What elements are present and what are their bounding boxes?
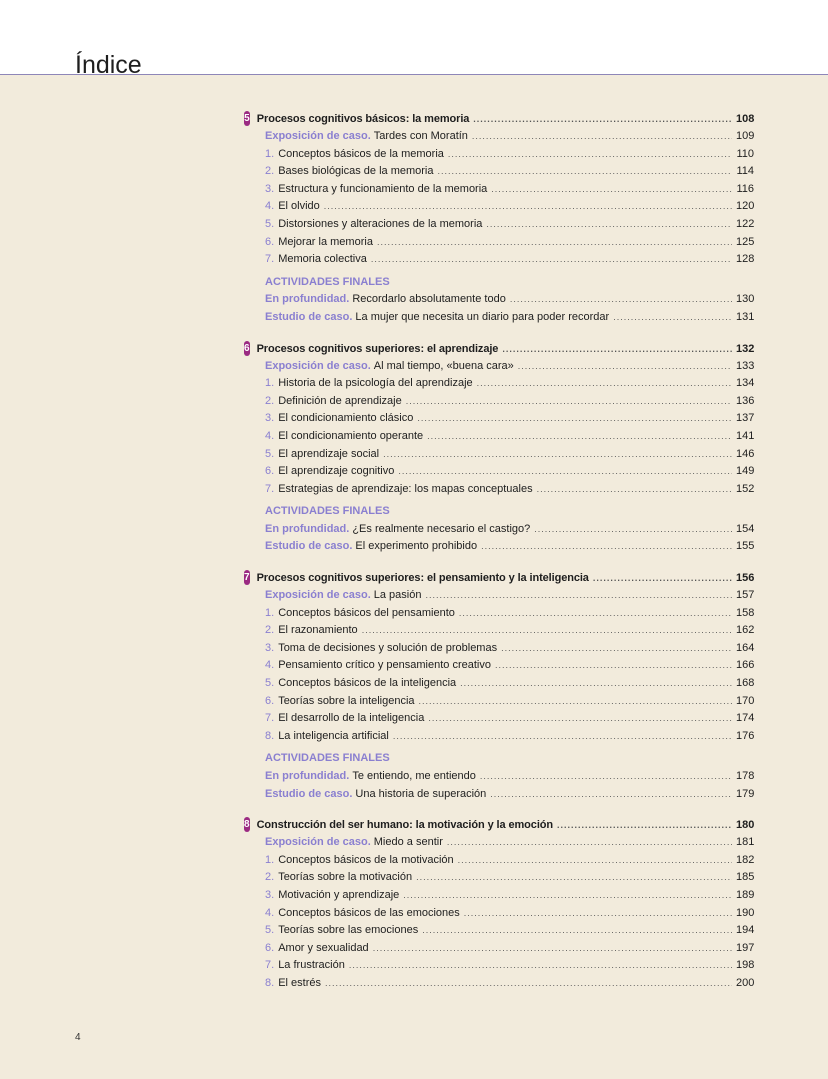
leader-dots bbox=[383, 446, 732, 464]
section-page: 125 bbox=[736, 235, 755, 248]
entry-label: En profundidad. bbox=[265, 293, 350, 306]
leader-dots bbox=[459, 605, 732, 623]
leader-dots bbox=[473, 110, 732, 128]
leader-dots bbox=[501, 640, 732, 658]
leader-dots bbox=[377, 234, 732, 252]
entry-label: Estudio de caso. bbox=[265, 787, 353, 800]
chapter-title: Construcción del ser humano: la motivación y la emoción bbox=[256, 819, 554, 832]
section-entry[interactable] bbox=[265, 605, 754, 623]
chapter-block bbox=[244, 816, 754, 992]
section-number: 5. bbox=[265, 677, 275, 690]
section-title: Definición de aprendizaje bbox=[278, 394, 402, 407]
entry-text: La mujer que necesita un diario para poder recordar bbox=[355, 310, 610, 323]
section-page: 110 bbox=[736, 147, 754, 160]
leader-dots bbox=[458, 852, 732, 870]
leader-dots bbox=[491, 181, 732, 199]
section-page: 164 bbox=[736, 641, 755, 654]
chapter-entries bbox=[244, 358, 754, 557]
leader-dots bbox=[510, 291, 732, 309]
section-entry[interactable] bbox=[265, 640, 754, 658]
section-number: 1. bbox=[265, 377, 275, 390]
case-exposition-entry[interactable] bbox=[265, 128, 754, 146]
section-page: 114 bbox=[736, 165, 754, 178]
section-number: 6. bbox=[265, 694, 275, 707]
section-entry[interactable] bbox=[265, 728, 754, 746]
section-entry[interactable] bbox=[265, 163, 754, 181]
section-entry[interactable] bbox=[265, 463, 754, 481]
activity-entry[interactable] bbox=[265, 521, 754, 539]
leader-dots bbox=[419, 693, 732, 711]
activity-entry[interactable] bbox=[265, 768, 754, 786]
entry-page: 109 bbox=[736, 130, 755, 142]
section-title: Teorías sobre la inteligencia bbox=[278, 694, 415, 707]
section-entry[interactable] bbox=[265, 975, 754, 993]
leader-dots bbox=[481, 538, 732, 556]
leader-dots bbox=[325, 975, 732, 993]
leader-dots bbox=[362, 622, 732, 640]
leader-dots bbox=[464, 905, 732, 923]
activities-heading: ACTIVIDADES FINALES bbox=[265, 275, 390, 288]
section-title: Mejorar la memoria bbox=[278, 235, 373, 248]
chapter-heading[interactable] bbox=[244, 816, 754, 834]
leader-dots bbox=[537, 481, 732, 499]
section-page: 134 bbox=[736, 377, 755, 390]
section-page: 122 bbox=[736, 217, 755, 230]
section-number: 6. bbox=[265, 941, 275, 954]
entry-page: 155 bbox=[736, 540, 755, 553]
entry-label: Estudio de caso. bbox=[265, 540, 353, 553]
section-title: Amor y sexualidad bbox=[278, 941, 369, 954]
section-number: 5. bbox=[265, 447, 275, 460]
section-title: Toma de decisiones y solución de problemas bbox=[278, 641, 498, 654]
leader-dots bbox=[486, 216, 732, 234]
section-page: 168 bbox=[736, 677, 755, 690]
leader-dots bbox=[593, 569, 732, 587]
section-entry[interactable] bbox=[265, 905, 754, 923]
section-entry[interactable] bbox=[265, 622, 754, 640]
section-title: Pensamiento crítico y pensamiento creativo bbox=[278, 659, 491, 672]
chapter-block bbox=[244, 110, 754, 327]
chapter-entries bbox=[244, 834, 754, 992]
leader-dots bbox=[477, 375, 732, 393]
section-entry[interactable] bbox=[265, 198, 754, 216]
section-entry[interactable] bbox=[265, 428, 754, 446]
section-number: 6. bbox=[265, 235, 275, 248]
leader-dots bbox=[422, 922, 732, 940]
section-number: 8. bbox=[265, 729, 275, 742]
section-entry[interactable] bbox=[265, 922, 754, 940]
section-number: 3. bbox=[265, 182, 275, 195]
entry-label: Exposición de caso. bbox=[265, 836, 371, 849]
leader-dots bbox=[557, 816, 732, 834]
section-number: 4. bbox=[265, 659, 275, 672]
leader-dots bbox=[480, 768, 732, 786]
chapter-page: 156 bbox=[736, 572, 755, 585]
entry-page: 179 bbox=[736, 787, 755, 800]
entry-text: Te entiendo, me entiendo bbox=[352, 770, 476, 782]
entry-label: Exposición de caso. bbox=[265, 359, 371, 372]
entry-text: La pasión bbox=[373, 589, 422, 602]
section-entry[interactable] bbox=[265, 481, 754, 499]
entry-label: Exposición de caso. bbox=[265, 589, 371, 602]
leader-dots bbox=[393, 728, 732, 746]
chapter-page: 108 bbox=[736, 113, 755, 125]
section-page: 190 bbox=[736, 906, 755, 919]
section-entry[interactable] bbox=[265, 887, 754, 905]
section-entry[interactable] bbox=[265, 146, 754, 164]
section-title: El aprendizaje cognitivo bbox=[278, 465, 395, 478]
section-page: 170 bbox=[736, 694, 755, 707]
entry-text: El experimento prohibido bbox=[355, 540, 478, 553]
leader-dots bbox=[349, 957, 732, 975]
section-entry[interactable] bbox=[265, 181, 754, 199]
section-number: 2. bbox=[265, 624, 275, 637]
entry-text: Recordarlo absolutamente todo bbox=[352, 293, 506, 306]
leader-dots bbox=[373, 940, 732, 958]
section-entry[interactable] bbox=[265, 693, 754, 711]
section-number: 7. bbox=[265, 482, 275, 495]
leader-dots bbox=[427, 428, 732, 446]
section-title: El desarrollo de la inteligencia bbox=[278, 712, 425, 725]
chapter-entries bbox=[244, 587, 754, 803]
chapter-title: Procesos cognitivos básicos: la memoria bbox=[256, 113, 470, 125]
section-title: Teorías sobre la motivación bbox=[278, 871, 413, 884]
leader-dots bbox=[460, 675, 732, 693]
entry-text: Tardes con Moratín bbox=[373, 130, 468, 142]
chapter-heading[interactable] bbox=[244, 569, 754, 587]
entry-label: Exposición de caso. bbox=[265, 130, 371, 142]
section-entry[interactable] bbox=[265, 446, 754, 464]
section-page: 166 bbox=[736, 659, 755, 672]
section-entry[interactable] bbox=[265, 940, 754, 958]
section-title: Estructura y funcionamiento de la memoria bbox=[278, 182, 488, 195]
section-page: 162 bbox=[736, 624, 755, 637]
leader-dots bbox=[416, 869, 732, 887]
entry-text: Al mal tiempo, «buena cara» bbox=[373, 359, 514, 372]
leader-dots bbox=[398, 463, 732, 481]
section-title: El condicionamiento clásico bbox=[278, 412, 414, 425]
leader-dots bbox=[613, 309, 732, 327]
section-title: Historia de la psicología del aprendizaje bbox=[278, 377, 473, 390]
section-page: 152 bbox=[736, 482, 755, 495]
chapter-page: 180 bbox=[736, 819, 755, 832]
section-entry[interactable] bbox=[265, 869, 754, 887]
section-title: El olvido bbox=[278, 200, 320, 213]
activity-entry[interactable] bbox=[265, 309, 754, 327]
section-title: Teorías sobre las emociones bbox=[278, 924, 419, 937]
section-entry[interactable] bbox=[265, 251, 754, 269]
entry-text: Miedo a sentir bbox=[373, 836, 443, 849]
section-title: El estrés bbox=[278, 976, 321, 989]
section-page: 146 bbox=[736, 447, 755, 460]
leader-dots bbox=[447, 834, 732, 852]
entry-label: En profundidad. bbox=[265, 522, 350, 535]
section-number: 1. bbox=[265, 147, 275, 160]
leader-dots bbox=[438, 163, 733, 181]
leader-dots bbox=[428, 710, 732, 728]
section-number: 1. bbox=[265, 853, 275, 866]
section-number: 7. bbox=[265, 712, 275, 725]
entry-page: 157 bbox=[736, 589, 755, 602]
section-number: 7. bbox=[265, 959, 275, 972]
chapter-number-badge: 5 bbox=[244, 113, 250, 124]
section-entry[interactable] bbox=[265, 710, 754, 728]
entry-page: 154 bbox=[736, 522, 755, 535]
section-number: 6. bbox=[265, 465, 275, 478]
section-page: 116 bbox=[736, 182, 754, 195]
section-page: 174 bbox=[736, 712, 755, 725]
leader-dots bbox=[324, 198, 732, 216]
section-page: 194 bbox=[736, 924, 755, 937]
entry-page: 178 bbox=[736, 770, 755, 782]
section-entry[interactable] bbox=[265, 234, 754, 252]
section-page: 136 bbox=[736, 394, 755, 407]
section-title: Conceptos básicos de las emociones bbox=[278, 906, 460, 919]
leader-dots bbox=[403, 887, 732, 905]
section-number: 2. bbox=[265, 394, 275, 407]
activities-heading: ACTIVIDADES FINALES bbox=[265, 505, 390, 518]
table-of-contents bbox=[244, 110, 754, 1006]
chapter-entries bbox=[244, 128, 754, 327]
section-title: El razonamiento bbox=[278, 624, 358, 637]
leader-dots bbox=[472, 128, 732, 146]
section-page: 197 bbox=[736, 941, 755, 954]
leader-dots bbox=[425, 587, 732, 605]
section-title: Estrategias de aprendizaje: los mapas conceptuales bbox=[278, 482, 533, 495]
section-page: 198 bbox=[736, 959, 755, 972]
entry-page: 181 bbox=[736, 836, 755, 849]
section-title: Bases biológicas de la memoria bbox=[278, 165, 434, 178]
section-number: 5. bbox=[265, 217, 275, 230]
section-number: 3. bbox=[265, 888, 275, 901]
section-number: 2. bbox=[265, 165, 275, 178]
section-number: 2. bbox=[265, 871, 275, 884]
chapter-title: Procesos cognitivos superiores: el pensamiento y la inteligencia bbox=[256, 572, 589, 585]
leader-dots bbox=[502, 340, 732, 358]
section-page: 120 bbox=[736, 200, 755, 213]
case-exposition-entry[interactable] bbox=[265, 834, 754, 852]
page-number: 4 bbox=[75, 1032, 81, 1043]
section-page: 200 bbox=[736, 976, 755, 989]
leader-dots bbox=[406, 393, 732, 411]
section-entry[interactable] bbox=[265, 957, 754, 975]
section-page: 176 bbox=[736, 729, 755, 742]
section-page: 182 bbox=[736, 853, 755, 866]
section-page: 158 bbox=[736, 606, 755, 619]
section-title: Conceptos básicos de la memoria bbox=[278, 147, 444, 160]
chapter-block bbox=[244, 569, 754, 803]
leader-dots bbox=[495, 657, 732, 675]
section-page: 149 bbox=[736, 465, 755, 478]
section-number: 4. bbox=[265, 200, 275, 213]
section-number: 8. bbox=[265, 976, 275, 989]
case-exposition-entry[interactable] bbox=[265, 358, 754, 376]
activities-heading: ACTIVIDADES FINALES bbox=[265, 752, 390, 765]
section-title: Memoria colectiva bbox=[278, 253, 367, 266]
section-title: Conceptos básicos del pensamiento bbox=[278, 606, 455, 619]
chapter-number-badge: 7 bbox=[244, 572, 250, 584]
section-number: 3. bbox=[265, 641, 275, 654]
leader-dots bbox=[448, 146, 732, 164]
page-title: Índice bbox=[75, 51, 142, 79]
chapter-block bbox=[244, 340, 754, 557]
section-number: 5. bbox=[265, 924, 275, 937]
chapter-title: Procesos cognitivos superiores: el aprendizaje bbox=[256, 342, 499, 355]
chapter-number-badge: 6 bbox=[244, 342, 250, 354]
page-header bbox=[0, 0, 828, 79]
section-title: La inteligencia artificial bbox=[278, 729, 389, 742]
leader-dots bbox=[417, 410, 732, 428]
chapter-heading[interactable] bbox=[244, 110, 754, 128]
section-entry[interactable] bbox=[265, 375, 754, 393]
section-entry[interactable] bbox=[265, 852, 754, 870]
section-title: El condicionamiento operante bbox=[278, 429, 424, 442]
case-exposition-entry[interactable] bbox=[265, 587, 754, 605]
section-number: 4. bbox=[265, 906, 275, 919]
section-entry[interactable] bbox=[265, 675, 754, 693]
entry-label: Estudio de caso. bbox=[265, 310, 353, 323]
leader-dots bbox=[518, 358, 732, 376]
chapter-page: 132 bbox=[736, 342, 755, 355]
activity-entry[interactable] bbox=[265, 538, 754, 556]
section-number: 1. bbox=[265, 606, 275, 619]
section-number: 3. bbox=[265, 412, 275, 425]
leader-dots bbox=[534, 521, 732, 539]
activity-entry[interactable] bbox=[265, 291, 754, 309]
section-title: La frustración bbox=[278, 959, 345, 972]
entry-text: ¿Es realmente necesario el castigo? bbox=[352, 522, 531, 535]
section-entry[interactable] bbox=[265, 216, 754, 234]
section-page: 189 bbox=[736, 888, 755, 901]
section-number: 4. bbox=[265, 429, 275, 442]
entry-page: 133 bbox=[736, 359, 755, 372]
section-page: 137 bbox=[736, 412, 755, 425]
chapter-number-badge: 8 bbox=[244, 819, 250, 831]
section-entry[interactable] bbox=[265, 410, 754, 428]
activity-entry[interactable] bbox=[265, 786, 754, 804]
entry-text: Una historia de superación bbox=[355, 787, 487, 800]
section-entry[interactable] bbox=[265, 393, 754, 411]
section-page: 128 bbox=[736, 253, 755, 266]
leader-dots bbox=[371, 251, 732, 269]
section-page: 141 bbox=[736, 429, 755, 442]
section-title: El aprendizaje social bbox=[278, 447, 380, 460]
section-entry[interactable] bbox=[265, 657, 754, 675]
entry-page: 130 bbox=[736, 293, 755, 306]
leader-dots bbox=[490, 786, 732, 804]
chapter-heading[interactable] bbox=[244, 340, 754, 358]
section-number: 7. bbox=[265, 253, 275, 266]
section-title: Motivación y aprendizaje bbox=[278, 888, 400, 901]
section-title: Conceptos básicos de la inteligencia bbox=[278, 677, 457, 690]
section-title: Conceptos básicos de la motivación bbox=[278, 853, 454, 866]
entry-page: 131 bbox=[736, 310, 755, 323]
section-title: Distorsiones y alteraciones de la memoria bbox=[278, 217, 483, 230]
section-page: 185 bbox=[736, 871, 755, 884]
entry-label: En profundidad. bbox=[265, 770, 350, 782]
